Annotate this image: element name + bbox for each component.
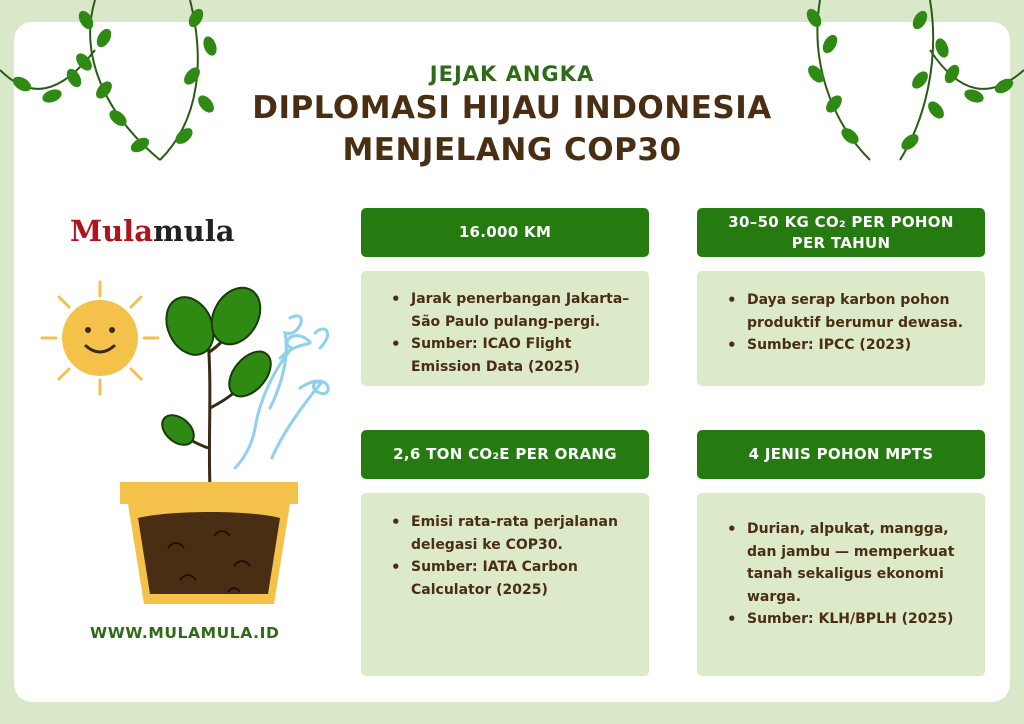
potted-plant-icon [120,279,298,604]
brand-logo-part2: mula [153,214,235,248]
fact-box [697,271,985,386]
fact-bullet-list [391,288,631,378]
page-title-line1: DIPLOMASI HIJAU INDONESIA [252,90,772,126]
fact-heading [697,208,985,257]
fact-bullet-list [727,518,967,631]
fact-bullet: • Sumber: IATA Carbon Calculator (2025) [391,556,631,601]
fact-heading: 4 JENIS POHON MPTS [697,430,985,479]
fact-bullet: • Durian, alpukat, mangga, dan jambu — memperkuat tanah sekaligus ekonomi warga. [727,518,967,608]
fact-bullet: • Sumber: KLH/BPLH (2025) [727,608,967,631]
fact-box [361,493,649,676]
fact-heading-line1: 30–50 KG CO₂ PER POHON [728,212,954,231]
page-title-line2: MENJELANG COP30 [342,132,682,168]
brand-logo-part1: Mula [70,214,153,248]
fact-bullet: • Sumber: ICAO Flight Emission Data (2025) [391,333,631,378]
fact-bullet-list [391,511,631,601]
eyebrow-label: JEJAK ANGKA [429,62,595,86]
fact-bullet: • Sumber: IPCC (2023) [727,334,967,357]
fact-box [361,271,649,386]
fact-bullet: • Emisi rata-rata perjalanan delegasi ke COP30. [391,511,631,556]
fact-bullet-list [727,289,967,357]
fact-heading-line2: PER TAHUN [791,233,891,252]
fact-heading: 2,6 TON CO₂E PER ORANG [361,430,649,479]
illustration [30,278,350,618]
brand-logo [70,214,235,248]
fact-heading: 16.000 KM [361,208,649,257]
fact-box [697,493,985,676]
fact-bullet: • Jarak penerbangan Jakarta–São Paulo pulang-pergi. [391,288,631,333]
website-link[interactable]: WWW.MULAMULA.ID [90,624,280,642]
sun-icon [42,282,158,394]
fact-bullet: • Daya serap karbon pohon produktif berumur dewasa. [727,289,967,334]
